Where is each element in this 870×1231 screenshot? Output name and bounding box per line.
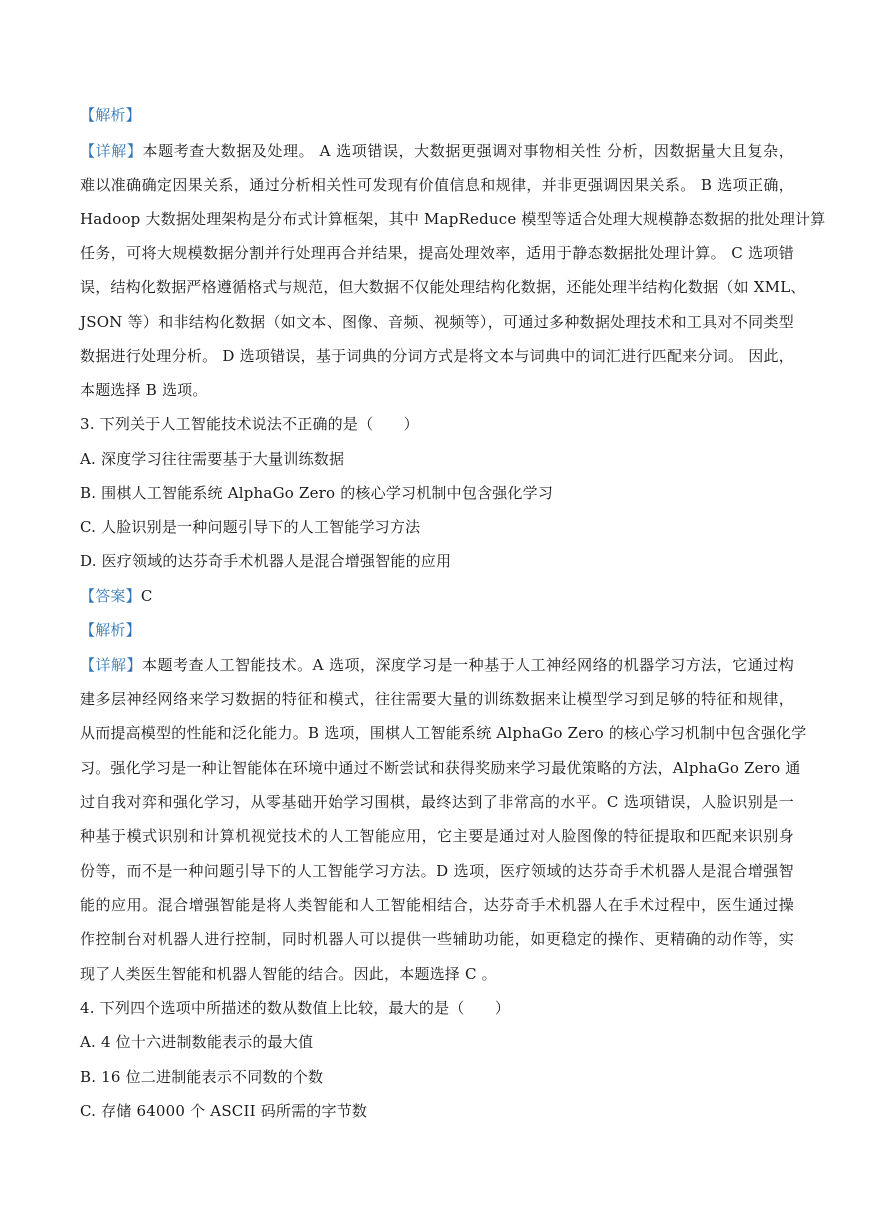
paragraph-line: Hadoop 大数据处理架构是分布式计算框架，其中 MapReduce 模型等适合处理大规模静态数据的批处理计算 <box>80 210 826 228</box>
paragraph-line: 【详解】本题考查大数据及处理。 A 选项错误，大数据更强调对事物相关性 分析，因数据量大且复杂， <box>80 142 794 160</box>
paragraph-line: 从而提高模型的性能和泛化能力。B 选项，围棋人工智能系统 AlphaGo Zero 的核心学习机制中包含强化学 <box>80 724 807 742</box>
detail-tag: 【详解】 <box>80 142 143 160</box>
paragraph-line: 现了人类医生智能和机器人智能的结合。因此，本题选择 C 。 <box>80 965 497 983</box>
paragraph-line: 建多层神经网络来学习数据的特征和模式，往往需要大量的训练数据来让模型学习到足够的特征和规律， <box>80 690 794 708</box>
option-d: D. 医疗领域的达芬奇手术机器人是混合增强智能的应用 <box>80 552 452 570</box>
paragraph-line: 份等，而不是一种问题引导下的人工智能学习方法。D 选项，医疗领域的达芬奇手术机器人是混合增强智 <box>80 862 794 880</box>
detail-tag: 【详解】 <box>80 656 143 674</box>
paragraph-line: 过自我对弈和强化学习，从零基础开始学习围棋，最终达到了非常高的水平。C 选项错误，人脸识别是一 <box>80 793 794 811</box>
option-a: A. 深度学习往往需要基于大量训练数据 <box>80 450 345 468</box>
analysis-heading: 【解析】 <box>80 621 141 639</box>
paragraph-line: 任务，可将大规模数据分割并行处理再合并结果，提高处理效率，适用于静态数据批处理计算。 C 选项错 <box>80 244 794 262</box>
question-stem: 3. 下列关于人工智能技术说法不正确的是（ ） <box>80 415 419 433</box>
paragraph-line: JSON 等）和非结构化数据（如文本、图像、音频、视频等），可通过多种数据处理技术和工具对不同类型 <box>80 313 794 331</box>
paragraph-line: 本题选择 B 选项。 <box>80 381 208 399</box>
paragraph-line: 【详解】本题考查人工智能技术。A 选项，深度学习是一种基于人工神经网络的机器学习方法，它通过构 <box>80 656 794 674</box>
paragraph-line: 数据进行处理分析。 D 选项错误，基于词典的分词方式是将文本与词典中的词汇进行匹配来分词。 因此， <box>80 347 794 365</box>
answer-line <box>80 586 153 606</box>
question-stem: 4. 下列四个选项中所描述的数从数值上比较，最大的是（ ） <box>80 999 511 1017</box>
option-b: B. 围棋人工智能系统 AlphaGo Zero 的核心学习机制中包含强化学习 <box>80 484 554 502</box>
answer-value: C <box>140 587 153 605</box>
option-a: A. 4 位十六进制数能表示的最大值 <box>80 1033 314 1051</box>
paragraph-line: 种基于模式识别和计算机视觉技术的人工智能应用，它主要是通过对人脸图像的特征提取和匹配来识别身 <box>80 827 794 845</box>
paragraph-line: 难以准确确定因果关系，通过分析相关性可发现有价值信息和规律，并非更强调因果关系。 B 选项正确， <box>80 176 794 194</box>
answer-tag: 【答案】 <box>80 587 141 605</box>
option-b: B. 16 位二进制能表示不同数的个数 <box>80 1068 324 1086</box>
paragraph-line: 误，结构化数据严格遵循格式与规范，但大数据不仅能处理结构化数据，还能处理半结构化数据（如 XML、 <box>80 278 806 296</box>
analysis-heading: 【解析】 <box>80 106 141 124</box>
option-c: C. 存储 64000 个 ASCII 码所需的字节数 <box>80 1102 368 1120</box>
paragraph-line: 能的应用。混合增强智能是将人类智能和人工智能相结合，达芬奇手术机器人在手术过程中，医生通过操 <box>80 896 794 914</box>
paragraph-line: 习。强化学习是一种让智能体在环境中通过不断尝试和获得奖励来学习最优策略的方法，AlphaGo Zero 通 <box>80 759 801 777</box>
option-c: C. 人脸识别是一种问题引导下的人工智能学习方法 <box>80 518 421 536</box>
paragraph-line: 作控制台对机器人进行控制，同时机器人可以提供一些辅助功能，如更稳定的操作、更精确的动作等，实 <box>80 930 794 948</box>
